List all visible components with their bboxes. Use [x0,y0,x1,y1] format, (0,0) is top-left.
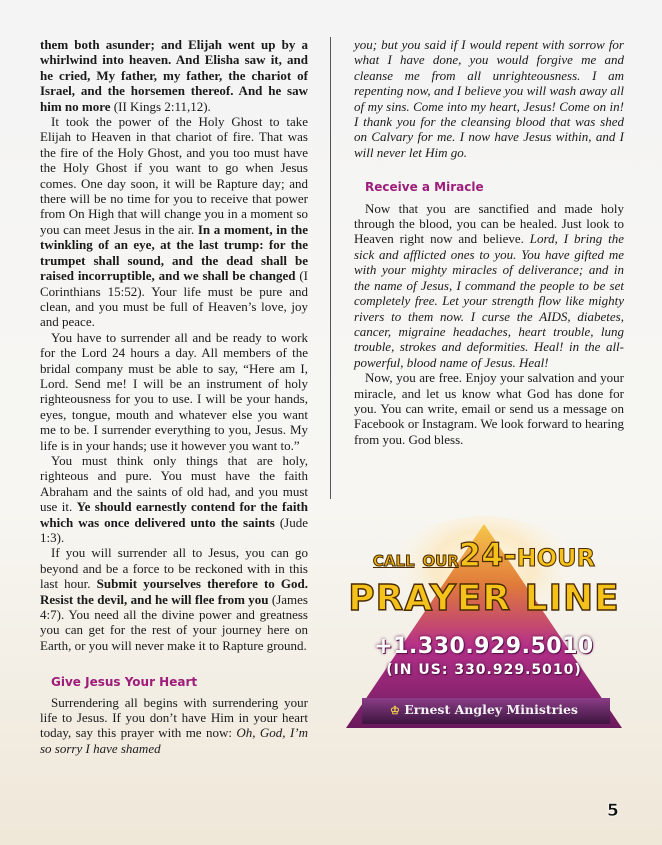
paragraph [40,695,308,757]
paragraph [40,545,308,653]
paragraph-text: Now that you are sanctified and made holy through the blood, you can be healed. Just look to Heaven right now and believe. [354,200,624,247]
paragraph-text: If you will surrender all to Jesus, you can go beyond and be a force to be reckoned with in this last hour. [40,545,308,592]
paragraph [354,201,624,370]
paragraph [40,453,308,545]
paragraph [40,114,308,330]
paragraph-text: You must think only things that are holy, righteous and pure. You must have the faith Abraham and the saints of old had, and you must use it. [40,452,308,515]
prayer-line-ad [334,516,634,740]
ministry-name [334,702,634,717]
phone-number[interactable]: +1.330.929.5010 [374,634,594,659]
call-our-24-hour [334,536,634,574]
scripture-bold: them both asunder; and Elijah went up by a whirlwind into heaven. And Elisha saw it, and he cried, My father, my father, the chariot of Israel, and the horsemen thereof. And he saw him no more [40,37,308,114]
paragraph [354,37,624,160]
crown-icon: ♔ [390,704,400,717]
paragraph-text: (James 4:7). You need all the divine power and greatness you can get for the rest of your journey here on Earth, or you will never make it to Rapture ground. [40,591,308,653]
prayer-italic: Lord, I bring the sick and afflicted ones to you. You have gifted me with your mighty miracles of deliverance; and in the name of Jesus, I command the people to be set completely free. Let your strength flow like mighty rivers to them now. I curse the AIDS, diabetes, cancer, migraine headaches, heart trouble, lung trouble, strokes and deformities. Heal! in the all-powerful, blood name of Jesus. Heal! [354,231,624,370]
left-column [40,37,308,756]
paragraph [40,37,308,114]
section-heading: Give Jesus Your Heart [51,675,198,690]
prayer-italic: you; but you said if I would repent with sorrow for what I have done, you would forgive me and cleanse me from all unrighteousness. I am repenting now, and I believe you will wash away all of my sins. Come into my heart, Jesus! Come on in! I thank you for the cleansing blood that was shed on Calvary for me. I now have Jesus within, and I will never let Him go. [354,37,624,160]
paragraph-text: Surrendering all begins with surrendering your life to Jesus. If you don’t have Him in your heart today, say this prayer with me now: [40,694,308,741]
scripture-bold: Ye should earnestly contend for the faith which was once delivered unto the saints [40,499,308,530]
24-label: 24- [458,536,517,574]
section-heading: Receive a Miracle [365,180,484,195]
ministry-label: Ernest Angley Ministries [404,702,578,717]
our-label: OUR [422,552,459,570]
hour-label: HOUR [516,544,596,572]
phone-number-us[interactable]: (IN US: 330.929.5010) [386,662,582,678]
call-label: CALL [372,552,415,570]
paragraph-text: It took the power of the Holy Ghost to take Elijah to Heaven in that chariot of fire. That was the fire of the Holy Ghost, and you too must have the Holy Ghost if you want to go when Jesus comes. One day soon, it will be Rapture day; and there will be no time for you to receive that power from On High that will change you in a moment so you can meet Jesus in the air. [40,114,308,237]
right-column [354,37,624,447]
paragraph: You have to surrender all and be ready to work for the Lord 24 hours a day. All members of the bridal company must be able to say, “Here am I, Lord. Send me! I will be an instrument of holy righteousness for you to use. I will be your hands, eyes, tongue, mouth and whatever else you want me to be. I surrender everything to you, Jesus. My life is in your hands; use it however you want to.” [40,329,308,453]
paragraph-text: (Jude 1:3). [40,514,308,545]
prayer-italic: Oh, God, I’m so sorry I have shamed [40,725,308,756]
scripture-ref: (II Kings 2:11,12). [110,98,211,114]
column-divider [330,37,331,499]
scripture-bold: In a moment, in the twinkling of an eye, at the last trump: for the trumpet shall sound, and the dead shall be raised incorruptible, and we shall be changed [40,221,308,284]
paragraph-text: (I Corinthians 15:52). Your life must be pure and clean, and you must be full of Heaven’s love, joy and peace. [40,268,308,330]
paragraph: Now, you are free. Enjoy your salvation and your miracle, and let us know what God has done for you. You can write, email or send us a message on Facebook or Instagram. We look forward to hearing from you. God bless. [354,370,624,447]
prayer-line-title: PRAYER LINE [348,578,620,619]
page-number: 5 [607,801,619,821]
scripture-bold: Submit yourselves therefore to God. Resist the devil, and he will flee from you [40,576,308,607]
